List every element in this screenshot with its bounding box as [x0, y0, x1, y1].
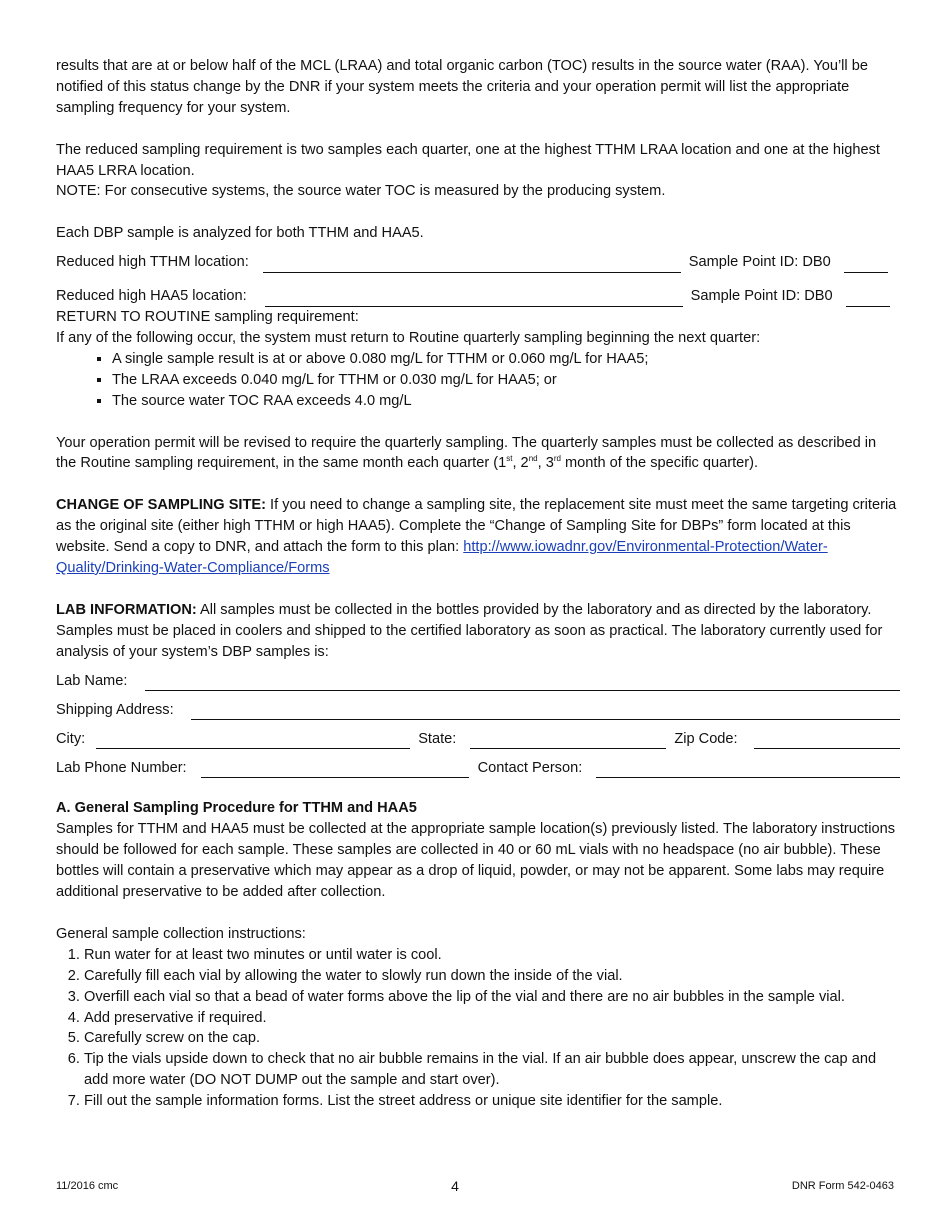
step-item: 1. Run water for at least two minutes or until water is cool. [84, 945, 900, 966]
contact-person-field[interactable] [596, 759, 900, 778]
lab-name-row [56, 662, 900, 691]
shipping-address-label: Shipping Address: [56, 701, 174, 718]
state-field[interactable] [470, 730, 666, 749]
tthm-sample-point-field[interactable] [844, 254, 888, 273]
lab-info-paragraph: LAB INFORMATION: All samples must be collected in the bottles provided by the laboratory and as directed by the laboratory. Samples must be placed in coolers and shipped to the certified laboratory as soon as practical. The laboratory currently used for analysis of your system’s DBP samples is: [56, 601, 883, 660]
dnr-forms-link[interactable]: http://www.iowadnr.gov/Environmental-Protection/Water-Quality/Drinking-Water-Compliance/Forms [56, 539, 828, 576]
zip-code-field[interactable] [754, 730, 900, 749]
phone-contact-row [56, 749, 900, 778]
criteria-item: ▪ The LRAA exceeds 0.040 mg/L for TTHM or 0.030 mg/L for HAA5; or [112, 370, 900, 391]
lab-phone-label: Lab Phone Number: [56, 759, 187, 776]
reduced-tthm-location-field[interactable] [263, 254, 681, 273]
change-site-heading: CHANGE OF SAMPLING SITE: [56, 497, 266, 514]
shipping-address-field[interactable] [191, 701, 900, 720]
step-item: 2. Carefully fill each vial by allowing the water to slowly run down the inside of the vial. [84, 966, 900, 987]
page-content [56, 56, 900, 1112]
criteria-item: ▪ The source water TOC RAA exceeds 4.0 mg/L [112, 391, 900, 412]
return-routine-intro: If any of the following occur, the system must return to Routine quarterly sampling beginning the next quarter: [56, 330, 761, 347]
haa5-sample-point-label: Sample Point ID: DB0 [690, 288, 833, 305]
reduced-sampling-paragraph: The reduced sampling requirement is two samples each quarter, one at the highest TTHM LRAA location and one at the highest HAA5 LRRA location. [56, 141, 880, 179]
procedure-heading: A. General Sampling Procedure for TTHM and HAA5 [56, 800, 417, 817]
shipping-address-row [56, 691, 900, 720]
state-label: State: [418, 730, 457, 747]
contact-person-label: Contact Person: [477, 759, 583, 776]
consecutive-note: NOTE: For consecutive systems, the source water TOC is measured by the producing system. [56, 183, 666, 200]
footer-date: 11/2016 cmc [56, 1180, 119, 1192]
lab-name-field[interactable] [145, 672, 900, 691]
change-site-paragraph: CHANGE OF SAMPLING SITE: If you need to change a sampling site, the replacement site must meet the same targeting criteria as the original site (either high TTHM or high HAA5). Complete the “Change of Sampling Site for DBPs” form located at this website. Send a copy to DNR, and attach the form to this plan: http://www.iowadnr.gov/Environmental-Protection/Water-Quality/Drinking-Water-Compliance/Forms [56, 497, 897, 576]
page-footer [56, 1178, 894, 1194]
collection-steps-list [56, 945, 900, 1112]
instructions-heading: General sample collection instructions: [56, 925, 306, 942]
step-item: 7. Fill out the sample information forms. List the street address or unique site identifier for the sample. [84, 1091, 900, 1112]
city-label: City: [56, 730, 86, 747]
criteria-item: ▪ A single sample result is at or above 0.080 mg/L for TTHM or 0.060 mg/L for HAA5; [112, 349, 900, 370]
lab-info-heading: LAB INFORMATION: [56, 601, 197, 618]
return-routine-heading: RETURN TO ROUTINE sampling requirement: [56, 309, 359, 326]
step-item: 3. Overfill each vial so that a bead of water forms above the lip of the vial and there are no air bubbles in the sample vial. [84, 987, 900, 1008]
reduced-haa5-row [56, 273, 900, 307]
reduced-haa5-label: Reduced high HAA5 location: [56, 288, 247, 305]
reduced-haa5-location-field[interactable] [265, 288, 683, 307]
return-routine-criteria-list [56, 349, 900, 412]
form-number: DNR Form 542-0463 [791, 1180, 894, 1192]
step-item: 4. Add preservative if required. [84, 1008, 900, 1029]
procedure-paragraph: Samples for TTHM and HAA5 must be collected at the appropriate sample location(s) previously listed. The laboratory instructions should be followed for each sample. These samples are collected in 40 or 60 mL vials with no headspace (no air bubble). These bottles will contain a preservative which may appear as a drop of liquid, powder, or may not be apparent. Some labs may require additional preservative to be added after collection. [56, 821, 895, 901]
lab-name-label: Lab Name: [56, 672, 128, 689]
dbp-analysis-text: Each DBP sample is analyzed for both TTHM and HAA5. [56, 225, 424, 242]
tthm-sample-point-label: Sample Point ID: DB0 [688, 254, 831, 271]
reduced-tthm-label: Reduced high TTHM location: [56, 254, 249, 271]
page-number: 4 [451, 1178, 459, 1194]
permit-revision-paragraph: Your operation permit will be revised to require the quarterly sampling. The quarterly samples must be collected as described in the Routine sampling requirement, in the same month each quarter (1st, 2nd, 3rd month of the specific quarter). [56, 434, 877, 472]
step-item: 5. Carefully screw on the cap. [84, 1028, 900, 1049]
zip-code-label: Zip Code: [674, 730, 738, 747]
city-state-zip-row [56, 720, 900, 749]
step-item: 6. Tip the vials upside down to check that no air bubble remains in the vial. If an air bubble does appear, unscrew the cap and add more water (DO NOT DUMP out the sample and start over). [84, 1049, 900, 1091]
intro-paragraph: results that are at or below half of the MCL (LRAA) and total organic carbon (TOC) results in the source water (RAA). You’ll be notified of this status change by the DNR if your system meets the criteria and your operation permit will list the appropriate sampling frequency for your system. [56, 58, 868, 116]
lab-phone-field[interactable] [201, 759, 469, 778]
reduced-tthm-row [56, 244, 900, 273]
city-field[interactable] [96, 730, 410, 749]
haa5-sample-point-field[interactable] [846, 288, 890, 307]
